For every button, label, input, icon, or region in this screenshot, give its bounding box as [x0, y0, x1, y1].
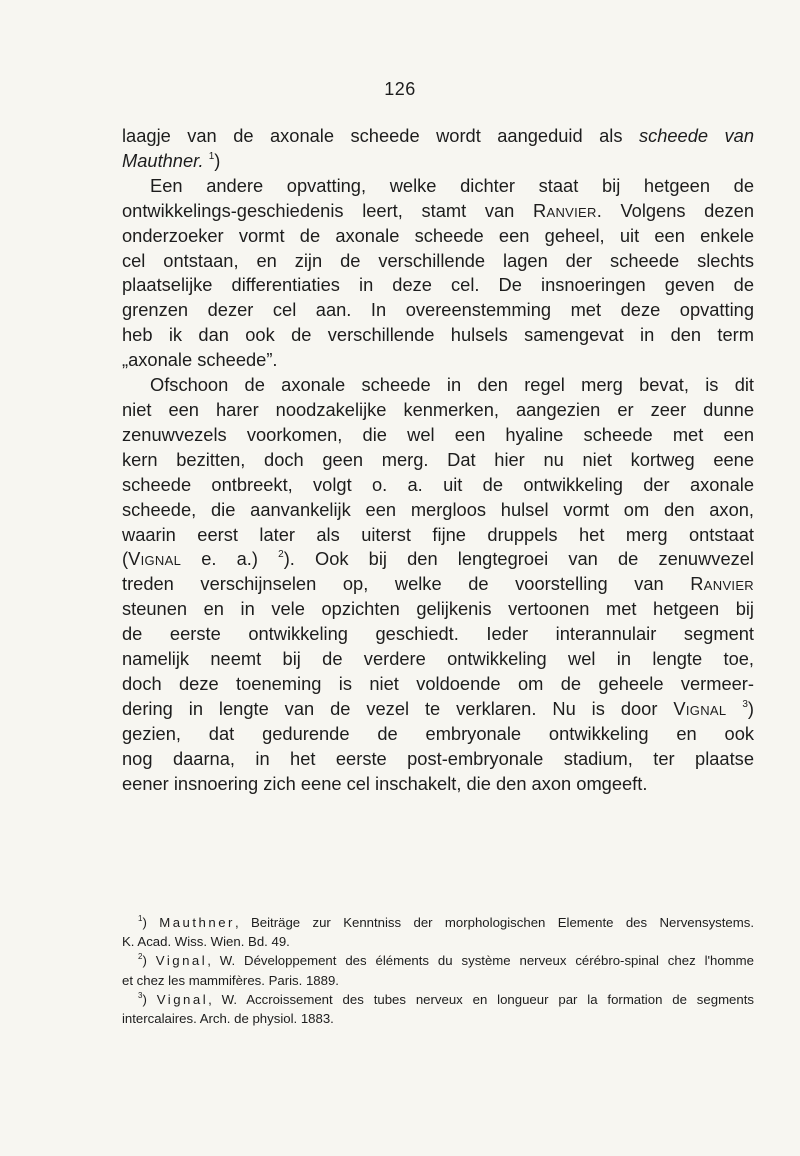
text-line: (Vignal e. a.) $^2$). Ook bij den lengtegroei van de zenuwvezel [122, 548, 754, 570]
text-line: plaatselijke differentiaties in deze cel. De insnoeringen geven de [122, 274, 754, 296]
footnote-1-cont: K. Acad. Wiss. Wien. Bd. 49. [122, 934, 290, 950]
text-line: zenuwvezels voorkomen, die wel een hyaline scheede met een [122, 423, 754, 445]
text-line: gezien, dat gedurende de embryonale ontwikkeling en ook [122, 722, 754, 744]
footnote-2: $^2$) Vignal, W. Développement des éléments du système nerveux cérébro-spinal chez l'homme [138, 952, 754, 969]
text-line: de eerste ontwikkeling geschiedt. Ieder interannulair segment [122, 623, 754, 645]
footnote-3: $^3$) Vignal, W. Accroissement des tubes nerveux en longueur par la formation de segments [138, 990, 754, 1007]
text-line: scheede, die aanvankelijk een mergloos hulsel vormt om den axon, [122, 498, 754, 520]
author-name: Vignal [673, 697, 727, 719]
page-number: 126 [384, 79, 416, 99]
footnote-3-cont: intercalaires. Arch. de physiol. 1883. [122, 1011, 334, 1027]
footnote-marker: 3 [138, 990, 143, 1000]
footnote-ref-2[interactable]: 2 [278, 549, 284, 561]
italic-term: scheede van [638, 125, 754, 146]
text-line: nog daarna, in het eerste post-embryonale stadium, ter plaatse [122, 747, 754, 769]
text-line: Een andere opvatting, welke dichter staat bij hetgeen de [150, 174, 754, 196]
footnote-1: $^1$) Mauthner, Beiträge zur Kenntniss der morphologischen Elemente des Nervensystems. [138, 914, 755, 930]
author-name: Ranvier [690, 573, 754, 595]
text-line: eener insnoering zich eene cel inschakelt, die den axon omgeeft. [122, 772, 648, 794]
author-name: Ranvier [533, 199, 597, 221]
text-line: heb ik dan ook de verschillende hulsels samengevat in den term [122, 324, 754, 346]
author-name: Vignal [128, 548, 182, 570]
footnote-author: Vignal [156, 991, 209, 1007]
footnote-author: Vignal [155, 953, 208, 969]
text-line: laagje van de axonale scheede wordt aangeduid als scheede van [122, 125, 754, 146]
text-line: cel ontstaan, en zijn de verschillende lagen der scheede slechts [122, 249, 754, 271]
text-line: Mauthner. $^1$) [122, 149, 221, 171]
footnote-ref-1[interactable]: 1 [208, 150, 215, 162]
text-line: kern bezitten, doch geen merg. Dat hier nu niet kortweg eene [122, 448, 754, 470]
text-line: niet een harer noodzakelijke kenmerken, aangezien er zeer dunne [122, 398, 754, 420]
text-line: Ofschoon de axonale scheede in den regel merg bevat, is dit [150, 374, 754, 396]
text-line: onderzoeker vormt de axonale scheede een geheel, uit een enkele [122, 224, 754, 246]
text-line: treden verschijnselen op, welke de voorstelling van Ranvier [122, 573, 754, 595]
body-text [122, 124, 754, 796]
footnote-marker: 2 [138, 952, 143, 962]
text-line: steunen en in vele opzichten gelijkenis vertoonen met hetgeen bij [122, 598, 754, 620]
footnote-ref-3[interactable]: 3 [742, 698, 748, 710]
footnote-marker: 1 [138, 914, 143, 923]
text-line: doch deze toeneming is niet voldoende om de geheele vermeer- [122, 672, 754, 694]
text-line: dering in lengte van de vezel te verklaren. Nu is door Vignal $^3$) [122, 697, 754, 719]
text-line: scheede ontbreekt, volgt o. a. uit de ontwikkeling der axonale [122, 473, 754, 495]
text-line: grenzen dezer cel aan. In overeenstemming met deze opvatting [122, 299, 754, 321]
italic-author: Mauthner. [122, 149, 204, 171]
text-line: ontwikkelings-geschiedenis leert, stamt van Ranvier. Volgens dezen [122, 199, 754, 221]
footnote-2-cont: et chez les mammifères. Paris. 1889. [122, 972, 339, 988]
footnotes [122, 913, 754, 1028]
text-line: waarin eerst later als uiterst fijne druppels het merg ontstaat [122, 523, 754, 545]
text-line: namelijk neemt bij de verdere ontwikkeling wel in lengte toe, [122, 648, 754, 670]
text-line: „axonale scheede”. [122, 349, 278, 371]
footnote-author: Mauthner [159, 915, 235, 930]
